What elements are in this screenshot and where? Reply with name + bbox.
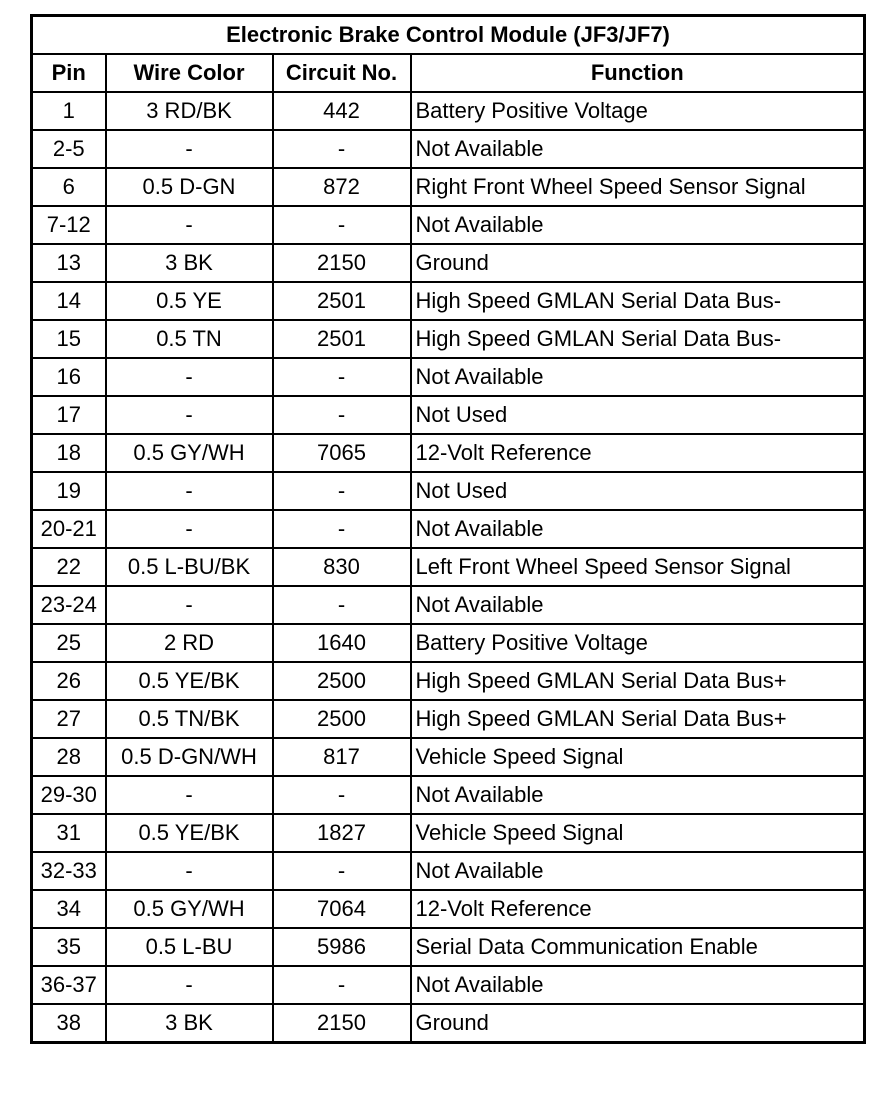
pin-cell: 15 bbox=[32, 320, 106, 358]
function-cell: Not Available bbox=[411, 206, 865, 244]
wire-color-cell: 0.5 GY/WH bbox=[106, 890, 273, 928]
table-row bbox=[32, 624, 865, 662]
function-cell: Not Available bbox=[411, 586, 865, 624]
wire-color-cell: 2 RD bbox=[106, 624, 273, 662]
pin-cell: 16 bbox=[32, 358, 106, 396]
circuit-no-cell: 817 bbox=[273, 738, 411, 776]
pin-cell: 34 bbox=[32, 890, 106, 928]
function-cell: Vehicle Speed Signal bbox=[411, 814, 865, 852]
wire-color-cell: 3 BK bbox=[106, 244, 273, 282]
wire-color-cell: - bbox=[106, 206, 273, 244]
circuit-no-cell: - bbox=[273, 472, 411, 510]
wire-color-cell: - bbox=[106, 776, 273, 814]
wire-color-cell: - bbox=[106, 510, 273, 548]
function-cell: Not Used bbox=[411, 472, 865, 510]
wire-color-cell: - bbox=[106, 966, 273, 1004]
circuit-no-cell: 7064 bbox=[273, 890, 411, 928]
table-row bbox=[32, 130, 865, 168]
circuit-no-cell: - bbox=[273, 130, 411, 168]
pin-cell: 23-24 bbox=[32, 586, 106, 624]
table-row bbox=[32, 586, 865, 624]
pin-cell: 17 bbox=[32, 396, 106, 434]
circuit-no-cell: 2500 bbox=[273, 700, 411, 738]
table-row bbox=[32, 814, 865, 852]
table-row bbox=[32, 320, 865, 358]
table-row bbox=[32, 282, 865, 320]
table-row bbox=[32, 928, 865, 966]
table-row bbox=[32, 396, 865, 434]
table-title: Electronic Brake Control Module (JF3/JF7) bbox=[32, 16, 865, 55]
function-cell: Ground bbox=[411, 244, 865, 282]
circuit-no-cell: - bbox=[273, 776, 411, 814]
circuit-no-cell: - bbox=[273, 396, 411, 434]
circuit-no-cell: - bbox=[273, 206, 411, 244]
pin-cell: 29-30 bbox=[32, 776, 106, 814]
circuit-no-cell: - bbox=[273, 586, 411, 624]
function-cell: Left Front Wheel Speed Sensor Signal bbox=[411, 548, 865, 586]
wire-color-cell: 0.5 L-BU bbox=[106, 928, 273, 966]
wire-color-cell: - bbox=[106, 130, 273, 168]
table-header-row bbox=[32, 54, 865, 92]
wire-color-cell: - bbox=[106, 472, 273, 510]
pin-cell: 22 bbox=[32, 548, 106, 586]
connector-end-view-table bbox=[30, 14, 866, 1044]
pin-cell: 1 bbox=[32, 92, 106, 130]
table-row bbox=[32, 168, 865, 206]
function-cell: 12-Volt Reference bbox=[411, 890, 865, 928]
table-row bbox=[32, 738, 865, 776]
wire-color-cell: 0.5 YE/BK bbox=[106, 814, 273, 852]
circuit-no-cell: - bbox=[273, 358, 411, 396]
pin-cell: 26 bbox=[32, 662, 106, 700]
wire-color-cell: 0.5 GY/WH bbox=[106, 434, 273, 472]
pin-cell: 7-12 bbox=[32, 206, 106, 244]
table-row bbox=[32, 1004, 865, 1043]
wire-color-cell: - bbox=[106, 852, 273, 890]
pin-cell: 18 bbox=[32, 434, 106, 472]
function-cell: 12-Volt Reference bbox=[411, 434, 865, 472]
pin-cell: 35 bbox=[32, 928, 106, 966]
function-cell: Right Front Wheel Speed Sensor Signal bbox=[411, 168, 865, 206]
pin-cell: 28 bbox=[32, 738, 106, 776]
function-cell: Battery Positive Voltage bbox=[411, 624, 865, 662]
function-cell: Not Used bbox=[411, 396, 865, 434]
function-cell: Ground bbox=[411, 1004, 865, 1043]
function-cell: High Speed GMLAN Serial Data Bus+ bbox=[411, 700, 865, 738]
table-row bbox=[32, 662, 865, 700]
function-cell: Not Available bbox=[411, 510, 865, 548]
circuit-no-cell: 2500 bbox=[273, 662, 411, 700]
circuit-no-cell: 2150 bbox=[273, 1004, 411, 1043]
wire-color-cell: - bbox=[106, 396, 273, 434]
table-row bbox=[32, 510, 865, 548]
wire-color-cell: 0.5 YE bbox=[106, 282, 273, 320]
function-cell: Not Available bbox=[411, 966, 865, 1004]
wire-color-cell: - bbox=[106, 358, 273, 396]
wire-color-cell: 0.5 TN/BK bbox=[106, 700, 273, 738]
pin-cell: 6 bbox=[32, 168, 106, 206]
circuit-no-cell: 442 bbox=[273, 92, 411, 130]
wire-color-cell: 0.5 YE/BK bbox=[106, 662, 273, 700]
table-row bbox=[32, 890, 865, 928]
pin-cell: 31 bbox=[32, 814, 106, 852]
table-row bbox=[32, 206, 865, 244]
table-row bbox=[32, 244, 865, 282]
function-cell: Not Available bbox=[411, 358, 865, 396]
function-cell: High Speed GMLAN Serial Data Bus+ bbox=[411, 662, 865, 700]
column-header-pin: Pin bbox=[32, 54, 106, 92]
pin-cell: 36-37 bbox=[32, 966, 106, 1004]
circuit-no-cell: 872 bbox=[273, 168, 411, 206]
wire-color-cell: 0.5 TN bbox=[106, 320, 273, 358]
pin-cell: 38 bbox=[32, 1004, 106, 1043]
pin-cell: 20-21 bbox=[32, 510, 106, 548]
table-row bbox=[32, 700, 865, 738]
table-row bbox=[32, 92, 865, 130]
circuit-no-cell: 2150 bbox=[273, 244, 411, 282]
wire-color-cell: 3 BK bbox=[106, 1004, 273, 1043]
table-row bbox=[32, 472, 865, 510]
pin-cell: 2-5 bbox=[32, 130, 106, 168]
function-cell: Battery Positive Voltage bbox=[411, 92, 865, 130]
wire-color-cell: 0.5 D-GN/WH bbox=[106, 738, 273, 776]
table-title-row bbox=[32, 16, 865, 55]
pin-cell: 27 bbox=[32, 700, 106, 738]
circuit-no-cell: 2501 bbox=[273, 320, 411, 358]
circuit-no-cell: - bbox=[273, 966, 411, 1004]
circuit-no-cell: 2501 bbox=[273, 282, 411, 320]
circuit-no-cell: - bbox=[273, 852, 411, 890]
wire-color-cell: 0.5 L-BU/BK bbox=[106, 548, 273, 586]
table-row bbox=[32, 852, 865, 890]
wire-color-cell: 3 RD/BK bbox=[106, 92, 273, 130]
pin-cell: 14 bbox=[32, 282, 106, 320]
function-cell: Serial Data Communication Enable bbox=[411, 928, 865, 966]
circuit-no-cell: 7065 bbox=[273, 434, 411, 472]
column-header-circuit-no: Circuit No. bbox=[273, 54, 411, 92]
circuit-no-cell: - bbox=[273, 510, 411, 548]
circuit-no-cell: 1640 bbox=[273, 624, 411, 662]
function-cell: Not Available bbox=[411, 852, 865, 890]
function-cell: Vehicle Speed Signal bbox=[411, 738, 865, 776]
function-cell: High Speed GMLAN Serial Data Bus- bbox=[411, 282, 865, 320]
pin-cell: 25 bbox=[32, 624, 106, 662]
table-row bbox=[32, 966, 865, 1004]
pin-cell: 19 bbox=[32, 472, 106, 510]
wire-color-cell: 0.5 D-GN bbox=[106, 168, 273, 206]
function-cell: Not Available bbox=[411, 776, 865, 814]
table-row bbox=[32, 434, 865, 472]
table-row bbox=[32, 776, 865, 814]
circuit-no-cell: 5986 bbox=[273, 928, 411, 966]
function-cell: High Speed GMLAN Serial Data Bus- bbox=[411, 320, 865, 358]
table-row bbox=[32, 548, 865, 586]
table-body bbox=[32, 92, 865, 1043]
pin-cell: 13 bbox=[32, 244, 106, 282]
table-row bbox=[32, 358, 865, 396]
connector-table-container bbox=[30, 14, 866, 1044]
function-cell: Not Available bbox=[411, 130, 865, 168]
pin-cell: 32-33 bbox=[32, 852, 106, 890]
column-header-function: Function bbox=[411, 54, 865, 92]
column-header-wire-color: Wire Color bbox=[106, 54, 273, 92]
circuit-no-cell: 1827 bbox=[273, 814, 411, 852]
circuit-no-cell: 830 bbox=[273, 548, 411, 586]
wire-color-cell: - bbox=[106, 586, 273, 624]
